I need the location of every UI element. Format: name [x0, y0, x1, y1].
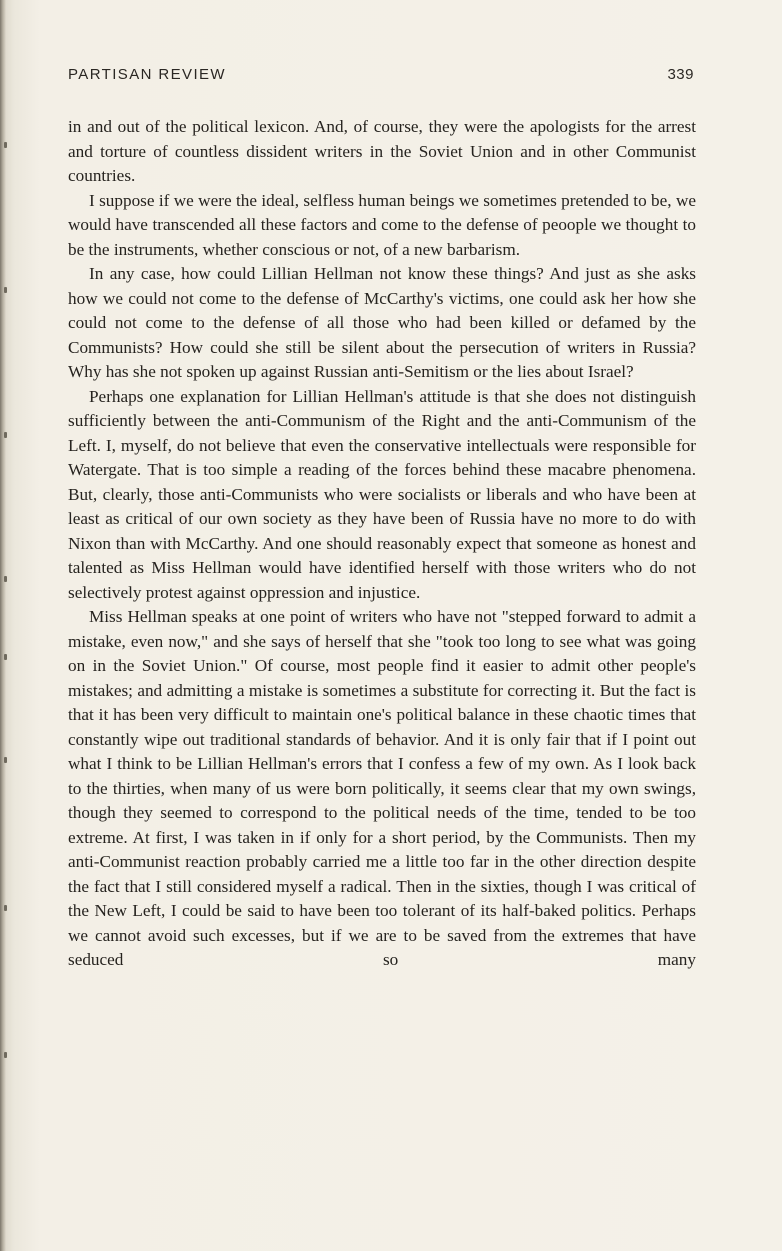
journal-title: PARTISAN REVIEW: [68, 66, 226, 83]
paragraph: in and out of the political lexicon. And, of course, they were the apologists for the arrest and torture of countless dissident writers in the Soviet Union and in other Communist countries.: [68, 117, 696, 185]
gutter-shadow: [0, 0, 6, 1251]
edge-mark: [4, 432, 7, 438]
edge-mark: [4, 654, 7, 660]
edge-mark: [4, 905, 7, 911]
edge-mark: [4, 287, 7, 293]
paragraph: Miss Hellman speaks at one point of writers who have not "stepped forward to admit a mistake, even now," and she says of herself that she "took too long to see what was going on in the Soviet Union." Of course, most people find it easier to admit other people's mistakes; and admitting a mistake is sometimes a substitute for correcting it. But the fact is that it has been very difficult to maintain one's political balance in these chaotic times that constantly wipe out traditional standards of behavior. And it is only fair that if I point out what I think to be Lillian Hellman's errors that I confess a few of my own. As I look back to the thirties, when many of us were born politically, it seems clear that my own swings, though they seemed to correspond to the political needs of the time, tended to be too extreme. At first, I was taken in if only for a short period, by the Communists. Then my anti-Communist reaction probably carried me a little too far in the other direction despite the fact that I still considered myself a radical. Then in the sixties, though I was critical of the New Left, I could be said to have been too tolerant of its half-baked politics. Perhaps we cannot avoid such excesses, but if we are to be saved from the extremes that have seduced so many: [68, 607, 696, 969]
page-number: 339: [667, 66, 694, 83]
edge-mark: [4, 757, 7, 763]
paragraph: In any case, how could Lillian Hellman not know these things? And just as she asks how we could not come to the defense of McCarthy's victims, one could ask her how she could not come to the defense of all those who had been killed or defamed by the Communists? How could she still be silent about the persecution of writers in Russia? Why has she not spoken up against Russian anti-Semitism or the lies about Israel?: [68, 264, 696, 381]
edge-mark: [4, 576, 7, 582]
article-body: [68, 115, 696, 973]
edge-mark: [4, 142, 7, 148]
edge-mark: [4, 1052, 7, 1058]
running-head: [68, 66, 696, 90]
paragraph: Perhaps one explanation for Lillian Hellman's attitude is that she does not distinguish sufficiently between the anti-Communism of the Right and the anti-Communism of the Left. I, myself, do not believe that even the conservative intellectuals were responsible for Watergate. That is too simple a reading of the forces behind these macabre phenomena. But, clearly, those anti-Communists who were socialists or liberals and who have been at least as critical of our own society as they have been of Russia have no more to do with Nixon than with McCarthy. And one should reasonably expect that someone as honest and talented as Miss Hellman would have identified herself with those writers who do not selectively protest against oppression and injustice.: [68, 386, 696, 602]
paragraph: I suppose if we were the ideal, selfless human beings we sometimes pretended to be, we would have transcended all these factors and come to the defense of peoople we thought to be the instruments, whether conscious or not, of a new barbarism.: [68, 190, 696, 259]
